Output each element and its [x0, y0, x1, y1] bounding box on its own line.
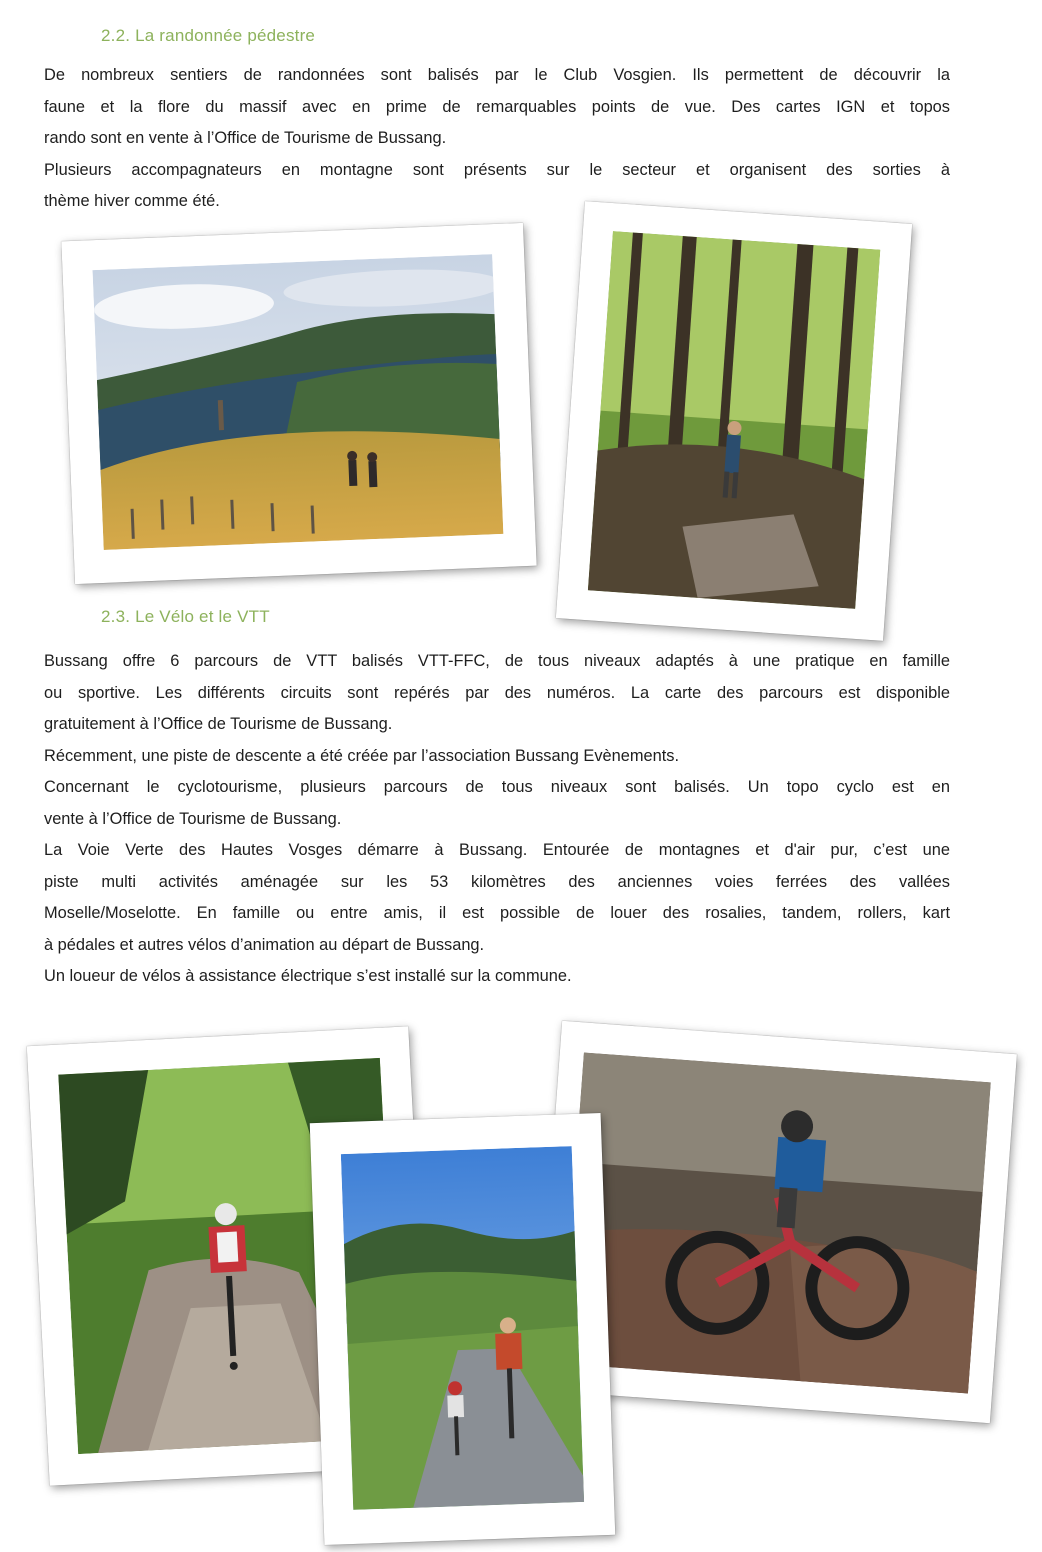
text-line: Bussang offre 6 parcours de VTT balisés VTT-FFC, de tous niveaux adaptés à une pratique en famille — [44, 652, 950, 670]
text-line: piste multi activités aménagée sur les 53 kilomètres des anciennes voies ferrées des vallées — [44, 872, 950, 891]
text-line: Moselle/Moselotte. En famille ou entre amis, il est possible de louer des rosalies, tandem, rollers, kart — [44, 904, 950, 922]
heading-randonnee: 2.2. La randonnée pédestre — [101, 26, 316, 45]
text-line: De nombreux sentiers de randonnées sont balisés par le Club Vosgien. Ils permettent de découvrir la — [44, 66, 950, 84]
family-cycling-image — [341, 1146, 584, 1510]
text-line: La Voie Verte des Hautes Vosges démarre à Bussang. Entourée de montagnes et d'air pur, c’est une — [44, 841, 950, 859]
photo-forest-trail — [556, 201, 912, 641]
text-line: vente à l’Office de Tourisme de Bussang. — [44, 809, 342, 828]
text-line: gratuitement à l’Office de Tourisme de Bussang. — [44, 715, 393, 733]
text-line: Un loueur de vélos à assistance électrique s’est installé sur la commune. — [44, 967, 572, 985]
text-line: Plusieurs accompagnateurs en montagne sont présents sur le secteur et organisent des sorties à — [44, 160, 950, 179]
paragraph-randonnee — [44, 60, 950, 218]
text-line: rando sont en vente à l’Office de Tourisme de Bussang. — [44, 129, 447, 147]
forest-trail-image — [588, 231, 880, 609]
photo-hikers-meadow — [61, 223, 536, 584]
heading-velo-vtt: 2.3. Le Vélo et le VTT — [101, 607, 270, 626]
photo-family-cycling — [310, 1113, 616, 1545]
text-line: Récemment, une piste de descente a été créée par l’association Bussang Evènements. — [44, 746, 680, 765]
text-line: Concernant le cyclotourisme, plusieurs parcours de tous niveaux sont balisés. Un topo cyclo est en — [44, 778, 950, 796]
text-line: thème hiver comme été. — [44, 192, 220, 210]
hikers-meadow-image — [92, 254, 503, 550]
paragraph-velo-vtt — [44, 646, 950, 993]
text-line: ou sportive. Les différents circuits sont repérés par des numéros. La carte des parcours est disponible — [44, 683, 950, 702]
text-line: faune et la flore du massif avec en prime de remarquables points de vue. Des cartes IGN et topos — [44, 97, 950, 116]
ebike-descent-image — [561, 1052, 991, 1393]
text-line: à pédales et autres vélos d’animation au départ de Bussang. — [44, 935, 485, 954]
